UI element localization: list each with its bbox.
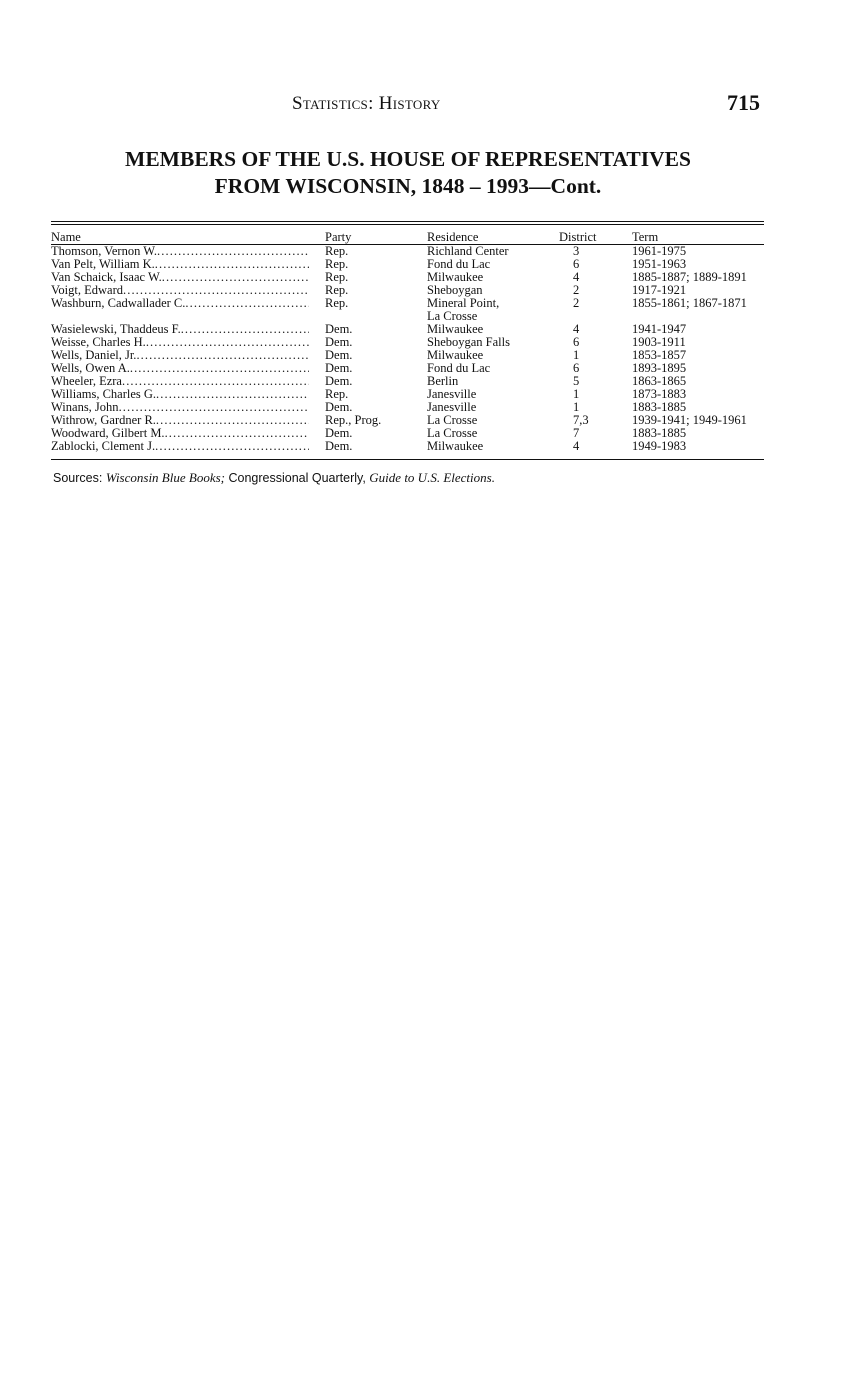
dot-leader: [119, 401, 309, 414]
cell-district: 6: [573, 361, 580, 375]
cell-name: [51, 349, 325, 362]
cell-party: Rep., Prog.: [325, 413, 382, 427]
member-name: Washburn, Cadwallader C.: [51, 297, 186, 310]
residence-line-1: Mineral Point,: [427, 296, 500, 310]
cell-party: Dem.: [325, 426, 353, 440]
cell-name: [51, 297, 325, 323]
column-header-term: Term: [632, 230, 659, 244]
residence-line-1: Fond du Lac: [427, 257, 491, 271]
residence-line-1: Berlin: [427, 374, 459, 388]
title-line-1: MEMBERS OF THE U.S. HOUSE OF REPRESENTATIVES: [125, 147, 691, 171]
cell-name: [51, 414, 325, 427]
residence-line-1: Janesville: [427, 400, 477, 414]
residence-line-1: La Crosse: [427, 426, 478, 440]
residence-line-1: Fond du Lac: [427, 361, 491, 375]
cell-name: [51, 427, 325, 440]
dot-leader: [136, 349, 309, 362]
cell-term: 1951-1963: [632, 257, 687, 271]
member-name: Van Schaick, Isaac W.: [51, 271, 162, 284]
cell-term: 1949-1983: [632, 439, 687, 453]
cell-party: Rep.: [325, 270, 349, 284]
cell-district: 1: [573, 387, 580, 401]
cell-name: [51, 375, 325, 388]
cell-district: 2: [573, 283, 580, 297]
residence-line-1: La Crosse: [427, 413, 478, 427]
cell-district: 4: [573, 439, 580, 453]
residence-line-1: Milwaukee: [427, 322, 484, 336]
dot-leader: [165, 427, 309, 440]
member-name: Withrow, Gardner R.: [51, 414, 156, 427]
cell-party: Dem.: [325, 439, 353, 453]
column-header-district: District: [559, 230, 597, 244]
cell-party: Rep.: [325, 244, 349, 258]
cell-party: Dem.: [325, 400, 353, 414]
table-bottom-rule: [51, 459, 764, 460]
member-name: Woodward, Gilbert M.: [51, 427, 165, 440]
title-line-2: FROM WISCONSIN, 1848 – 1993—Cont.: [214, 174, 602, 198]
cell-name: [51, 336, 325, 349]
column-header-party: Party: [325, 230, 352, 244]
member-name: Zablocki, Clement J.: [51, 440, 156, 453]
source-blue-books: Wisconsin Blue Books;: [105, 470, 225, 485]
member-name: Weisse, Charles H.: [51, 336, 146, 349]
dot-leader: [155, 440, 309, 453]
cell-term: 1893-1895: [632, 361, 687, 375]
cell-district: 4: [573, 322, 580, 336]
cell-residence: [427, 297, 559, 323]
residence-line-1: Milwaukee: [427, 348, 484, 362]
residence-line-1: Milwaukee: [427, 439, 484, 453]
column-header-residence: Residence: [427, 230, 479, 244]
table-top-rule: [51, 221, 764, 225]
cell-name: [51, 271, 325, 284]
cell-term: 1883-1885: [632, 400, 687, 414]
cell-party: Dem.: [325, 374, 353, 388]
table-row: [51, 440, 764, 453]
residence-line-2: La Crosse: [427, 309, 478, 323]
member-name: Voigt, Edward: [51, 284, 123, 297]
source-publisher: Congressional Quarterly,: [228, 471, 366, 485]
dot-leader: [162, 271, 309, 284]
cell-party: Rep.: [325, 257, 349, 271]
running-head: Statistics: History: [292, 93, 441, 114]
cell-party: Dem.: [325, 348, 353, 362]
member-name: Wells, Owen A.: [51, 362, 130, 375]
dot-leader: [123, 284, 309, 297]
member-name: Thomson, Vernon W.: [51, 245, 158, 258]
cell-term: 1873-1883: [632, 387, 687, 401]
cell-party: Rep.: [325, 387, 349, 401]
residence-line-1: Richland Center: [427, 244, 509, 258]
cell-term: 1863-1865: [632, 374, 687, 388]
cell-party: Dem.: [325, 361, 353, 375]
cell-district: 6: [573, 335, 580, 349]
cell-district: 7,3: [573, 413, 589, 427]
cell-term: 1939-1941; 1949-1961: [632, 413, 747, 427]
cell-district: 7: [573, 426, 580, 440]
cell-district: 2: [573, 296, 580, 310]
cell-party: Rep.: [325, 296, 349, 310]
cell-name: [51, 284, 325, 297]
dot-leader: [130, 362, 309, 375]
header-rule: [51, 244, 764, 245]
dot-leader: [181, 323, 309, 336]
dot-leader: [146, 336, 309, 349]
cell-term: 1883-1885: [632, 426, 687, 440]
member-name: Wells, Daniel, Jr.: [51, 349, 137, 362]
page-title: [0, 146, 816, 200]
dot-leader: [156, 414, 309, 427]
member-name: Wasielewski, Thaddeus F.: [51, 323, 181, 336]
cell-term: 1961-1975: [632, 244, 687, 258]
cell-name: [51, 440, 325, 453]
cell-name: [51, 323, 325, 336]
residence-line-1: Milwaukee: [427, 270, 484, 284]
cell-name: [51, 362, 325, 375]
cell-party: Rep.: [325, 283, 349, 297]
residence-line-1: Janesville: [427, 387, 477, 401]
dot-leader: [155, 258, 309, 271]
cell-name: [51, 258, 325, 271]
dot-leader: [156, 388, 309, 401]
cell-district: 1: [573, 400, 580, 414]
cell-district: 3: [573, 244, 580, 258]
member-name: Williams, Charles G.: [51, 388, 157, 401]
dot-leader: [122, 375, 309, 388]
cell-term: 1853-1857: [632, 348, 687, 362]
cell-name: [51, 245, 325, 258]
cell-district: 6: [573, 257, 580, 271]
cell-residence: [427, 440, 559, 453]
cell-term: 1885-1887; 1889-1891: [632, 270, 747, 284]
sources-note: [53, 470, 495, 486]
table-row: [51, 297, 764, 323]
table-body: [51, 245, 764, 453]
cell-party: Dem.: [325, 335, 353, 349]
cell-name: [51, 388, 325, 401]
cell-term: 1941-1947: [632, 322, 687, 336]
sources-label: Sources:: [53, 471, 103, 485]
cell-term: 1855-1861; 1867-1871: [632, 296, 747, 310]
page-number: 715: [727, 90, 760, 115]
table-header-row: [51, 230, 764, 245]
cell-district: 1: [573, 348, 580, 362]
cell-party: Dem.: [325, 322, 353, 336]
cell-name: [51, 401, 325, 414]
cell-district: 4: [573, 270, 580, 284]
column-header-name: Name: [51, 230, 81, 244]
residence-line-1: Sheboygan: [427, 283, 483, 297]
dot-leader: [185, 297, 309, 310]
residence-line-1: Sheboygan Falls: [427, 335, 510, 349]
cell-district: 5: [573, 374, 580, 388]
members-table: [51, 230, 764, 453]
member-name: Van Pelt, William K.: [51, 258, 155, 271]
source-guide: Guide to U.S. Elections.: [369, 470, 495, 485]
member-name: Wheeler, Ezra: [51, 375, 122, 388]
cell-term: 1917-1921: [632, 283, 687, 297]
cell-term: 1903-1911: [632, 335, 686, 349]
dot-leader: [157, 245, 309, 258]
member-name: Winans, John: [51, 401, 119, 414]
